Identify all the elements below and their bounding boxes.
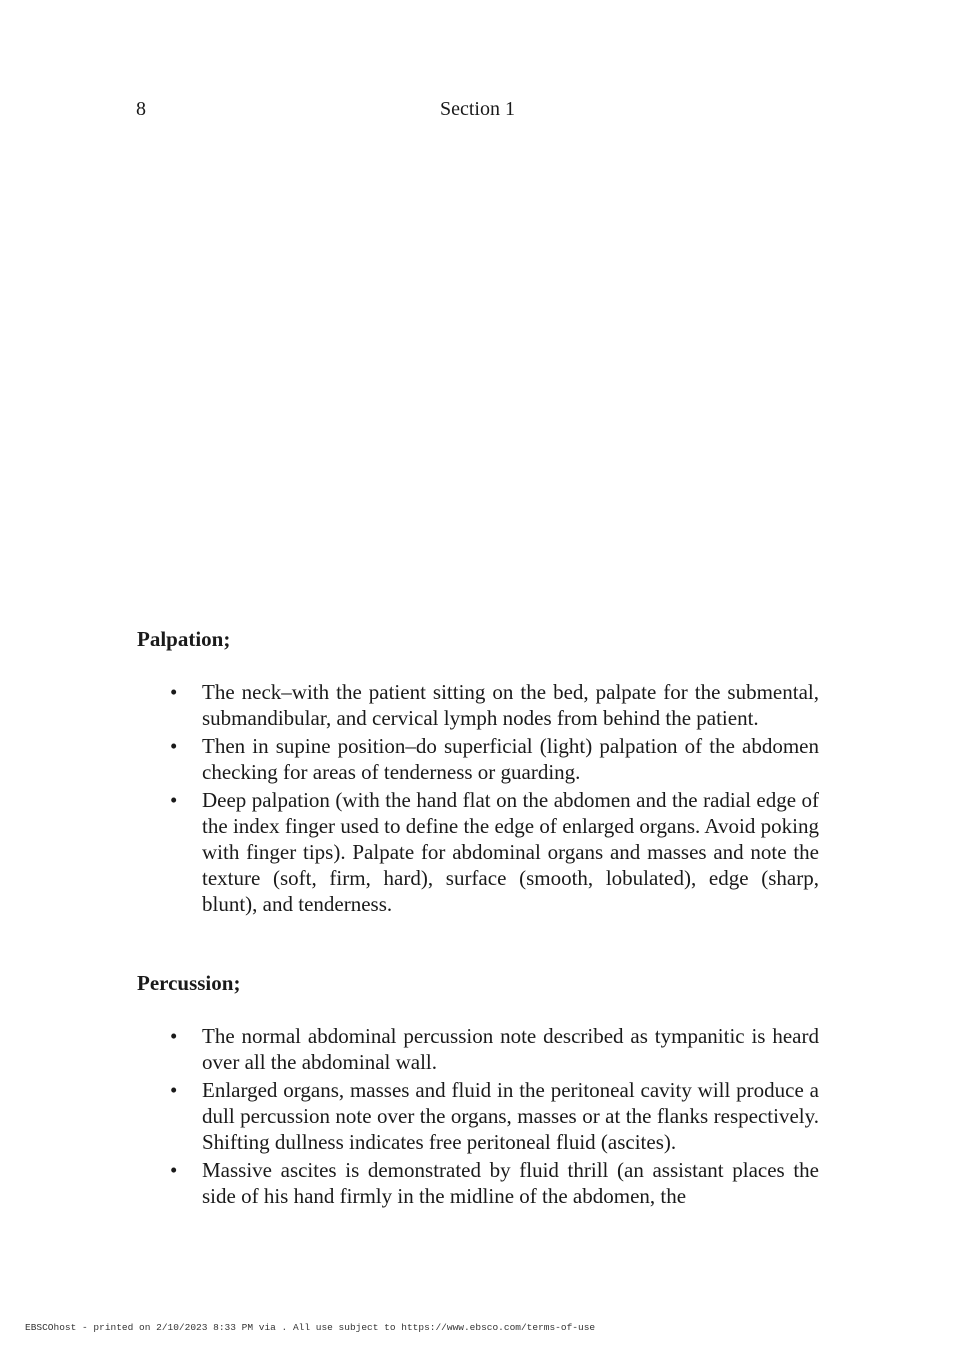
list-item-text: Massive ascites is demonstrated by fluid thrill (an assistant places the side of his hand firmly in the midline of the abdomen, the	[202, 1158, 819, 1208]
list-item	[137, 1023, 819, 1075]
list-item	[137, 679, 819, 731]
palpation-section	[137, 626, 819, 917]
list-item-text: The neck–with the patient sitting on the bed, palpate for the submental, submandibular, and cervical lymph nodes from behind the patient.	[202, 680, 819, 730]
percussion-section	[137, 970, 819, 1209]
list-item-text: Enlarged organs, masses and fluid in the peritoneal cavity will produce a dull percussion note over the organs, masses or at the flanks respectively. Shifting dullness indicates free peritoneal fluid (ascites).	[202, 1078, 819, 1154]
list-item-text: The normal abdominal percussion note described as tympanitic is heard over all the abdominal wall.	[202, 1024, 819, 1074]
bullet-icon: •	[170, 1078, 178, 1102]
section-heading: Percussion;	[137, 971, 241, 995]
print-footer: EBSCOhost - printed on 2/10/2023 8:33 PM via . All use subject to https://www.ebsco.com/terms-of-use	[25, 1322, 596, 1333]
bullet-icon: •	[170, 788, 178, 812]
bullet-icon: •	[170, 1024, 178, 1048]
list-item	[137, 1157, 819, 1209]
bullet-list	[137, 679, 819, 917]
bullet-list	[137, 1023, 819, 1209]
list-item-text: Then in supine position–do superficial (light) palpation of the abdomen checking for areas of tenderness or guarding.	[202, 734, 819, 784]
bullet-icon: •	[170, 680, 178, 704]
list-item	[137, 787, 819, 917]
list-item-text: Deep palpation (with the hand flat on the abdomen and the radial edge of the index finger used to define the edge of enlarged organs. Avoid poking with finger tips). Palpate for abdominal organs and masses and note the texture (soft, firm, hard), surface (smooth, lobulated), edge (sharp, blunt), and tenderness.	[202, 788, 819, 916]
list-item	[137, 1077, 819, 1155]
bullet-icon: •	[170, 1158, 178, 1182]
page-number: 8	[136, 98, 146, 120]
running-head: Section 1	[440, 98, 515, 120]
section-heading: Palpation;	[137, 627, 231, 651]
bullet-icon: •	[170, 734, 178, 758]
list-item	[137, 733, 819, 785]
